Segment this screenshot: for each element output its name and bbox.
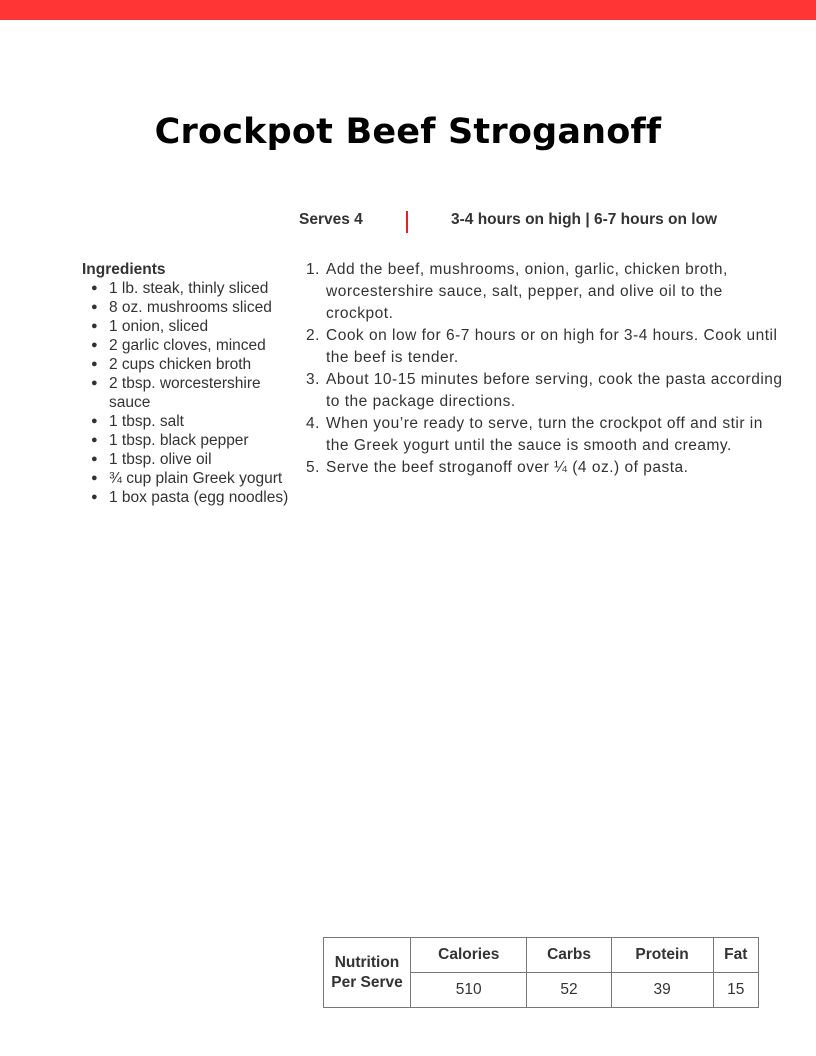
ingredient-text: 1 tbsp. black pepper [109, 432, 249, 449]
step-number: 2. [306, 327, 320, 344]
ingredient-text: ¾ cup plain Greek yogurt [109, 470, 283, 487]
carbs-value: 52 [527, 973, 611, 1008]
column-header-carbs: Carbs [527, 938, 611, 973]
bullet-icon: ● [91, 377, 98, 389]
ingredients-heading: Ingredients [82, 261, 166, 278]
list-item [91, 298, 292, 317]
column-header-calories: Calories [411, 938, 527, 973]
bullet-icon: ● [91, 358, 98, 370]
step-text: Cook on low for 6-7 hours or on high for 3-4 hours. Cook until the beef is tender. [326, 327, 778, 366]
directions-list [306, 259, 786, 479]
ingredient-text: 1 lb. steak, thinly sliced [109, 280, 269, 297]
bullet-icon: ● [91, 491, 98, 503]
nutrition-label: Nutrition Per Serve [324, 938, 411, 1008]
table-row [324, 938, 759, 973]
list-item [91, 336, 292, 355]
list-item [91, 374, 292, 412]
bullet-icon: ● [91, 282, 98, 294]
list-item [91, 412, 292, 431]
step-text: When you’re ready to serve, turn the crockpot off and stir in the Greek yogurt until the sauce is smooth and creamy. [326, 415, 763, 454]
ingredient-text: 2 tbsp. worcestershire sauce [109, 375, 261, 411]
step-number: 3. [306, 371, 320, 388]
column-header-fat: Fat [713, 938, 758, 973]
list-item [91, 488, 292, 507]
step-text: Add the beef, mushrooms, onion, garlic, chicken broth, worcestershire sauce, salt, pepper, and olive oil to the crockpot. [326, 261, 728, 322]
cook-time-info: 3-4 hours on high | 6-7 hours on low [451, 211, 718, 228]
step-number: 1. [306, 261, 320, 278]
direction-step [306, 325, 786, 369]
ingredient-text: 1 tbsp. olive oil [109, 451, 212, 468]
direction-step [306, 259, 786, 325]
direction-step [306, 457, 786, 479]
ingredient-text: 1 box pasta (egg noodles) [109, 489, 289, 506]
ingredient-text: 1 onion, sliced [109, 318, 209, 335]
fat-value: 15 [713, 973, 758, 1008]
step-text: Serve the beef stroganoff over ¼ (4 oz.) of pasta. [326, 459, 689, 476]
list-item [91, 279, 292, 298]
ingredient-text: 1 tbsp. salt [109, 413, 184, 430]
calories-value: 510 [411, 973, 527, 1008]
top-accent-bar [0, 0, 816, 20]
bullet-icon: ● [91, 415, 98, 427]
directions-section [306, 259, 786, 479]
direction-step [306, 369, 786, 413]
step-text: About 10-15 minutes before serving, cook the pasta according to the package directions. [326, 371, 783, 410]
meta-divider [406, 211, 408, 233]
bullet-icon: ● [91, 301, 98, 313]
list-item [91, 355, 292, 374]
bullet-icon: ● [91, 472, 98, 484]
ingredient-text: 2 cups chicken broth [109, 356, 252, 373]
direction-step [306, 413, 786, 457]
bullet-icon: ● [91, 320, 98, 332]
protein-value: 39 [611, 973, 713, 1008]
list-item [91, 469, 292, 488]
column-header-protein: Protein [611, 938, 713, 973]
step-number: 5. [306, 459, 320, 476]
nutrition-table [323, 937, 759, 1008]
recipe-title: Crockpot Beef Stroganoff [154, 112, 662, 152]
list-item [91, 431, 292, 450]
ingredients-list [82, 279, 292, 507]
list-item [91, 317, 292, 336]
bullet-icon: ● [91, 434, 98, 446]
bullet-icon: ● [91, 453, 98, 465]
serves-info: Serves 4 [299, 211, 363, 228]
ingredient-text: 8 oz. mushrooms sliced [109, 299, 272, 316]
list-item [91, 450, 292, 469]
bullet-icon: ● [91, 339, 98, 351]
ingredient-text: 2 garlic cloves, minced [109, 337, 266, 354]
step-number: 4. [306, 415, 320, 432]
ingredients-section [82, 260, 292, 507]
